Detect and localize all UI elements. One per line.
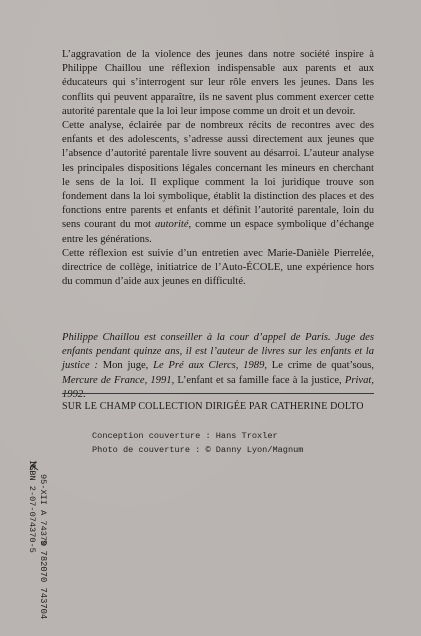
- divider: [62, 393, 374, 394]
- barcode-wrap: [26, 540, 50, 630]
- blurb: [62, 48, 374, 289]
- book-2-title: Le crime de quat’sous,: [271, 360, 374, 372]
- blurb-paragraph-1: L’aggravation de la violence des jeunes dans notre société inspire à Philippe Chaillou une réflexion indispensable aux parents et aux éducateurs qui s’interrogent sur leur rôle envers les jeunes. Dans les conflits qui peuvent apparaître, ils ne savent plus comment exercer cette autorité parentale que la loi leur impose comme un droit et un devoir.: [62, 49, 374, 117]
- blurb-paragraph-2: [62, 119, 374, 247]
- bio-intro: Philippe Chaillou est conseiller à la cour d’appel de Paris. Juge des enfants pendant quinze ans, il est l’auteur de livres sur les enfants et la justice :: [62, 332, 374, 372]
- vertical-text: [26, 460, 48, 553]
- isbn: ISBN 2-07-074370-5: [27, 460, 37, 553]
- book-3-title: L’enfant et sa famille face à la justice,: [177, 374, 342, 386]
- credit-photo: Photo de couverture : © Danny Lyon/Magnum: [92, 445, 304, 455]
- author-bio: [62, 331, 374, 402]
- cover-credits: [92, 429, 303, 457]
- emphasis-autorite: autorité: [154, 219, 189, 231]
- book-2-publisher: Mercure de France, 1991,: [62, 374, 175, 386]
- blurb-paragraph-2-text: Cette analyse, éclairée par de nombreux récits de recontres avec des enfants et des adolescents, s’adresse aussi directement aux jeunes que l’absence d’autorité parentale livre souvent au désarroi. L’auteur analyse les principales dispositions légales concernant les mineurs en cherchant le sens de la loi. Il explique comment la loi juridique trouve son fondement dans la loi symbolique, établit la distinction des places et des fonctions entre parents et enfants et définit l’autorité parentale, loin du sens courant du mot autorité, comme un espace symbolique d’échange entre les générations.: [62, 120, 374, 245]
- catalog-code: 95-XII A 74370: [38, 474, 48, 547]
- publisher-logo-icon: [28, 460, 40, 472]
- collection-line: SUR LE CHAMP COLLECTION DIRIGÉE PAR CATHERINE DOLTO: [62, 401, 364, 412]
- book-1-title: Mon juge,: [102, 360, 149, 372]
- barcode-number: 9 782070 743704: [38, 540, 48, 620]
- credit-design: Conception couverture : Hans Troxler: [92, 431, 278, 441]
- book-3-publisher: Privat, 1992.: [62, 374, 374, 400]
- blurb-paragraph-3: Cette réflexion est suivie d’un entretien avec Marie-Danièle Pierrelée, directrice de collège, initiatrice de l’Auto-ÉCOLE, une expérience hors du commun d’aide aux jeunes en difficulté.: [62, 247, 374, 288]
- book-1-publisher: Le Pré aux Clercs, 1989,: [153, 360, 268, 372]
